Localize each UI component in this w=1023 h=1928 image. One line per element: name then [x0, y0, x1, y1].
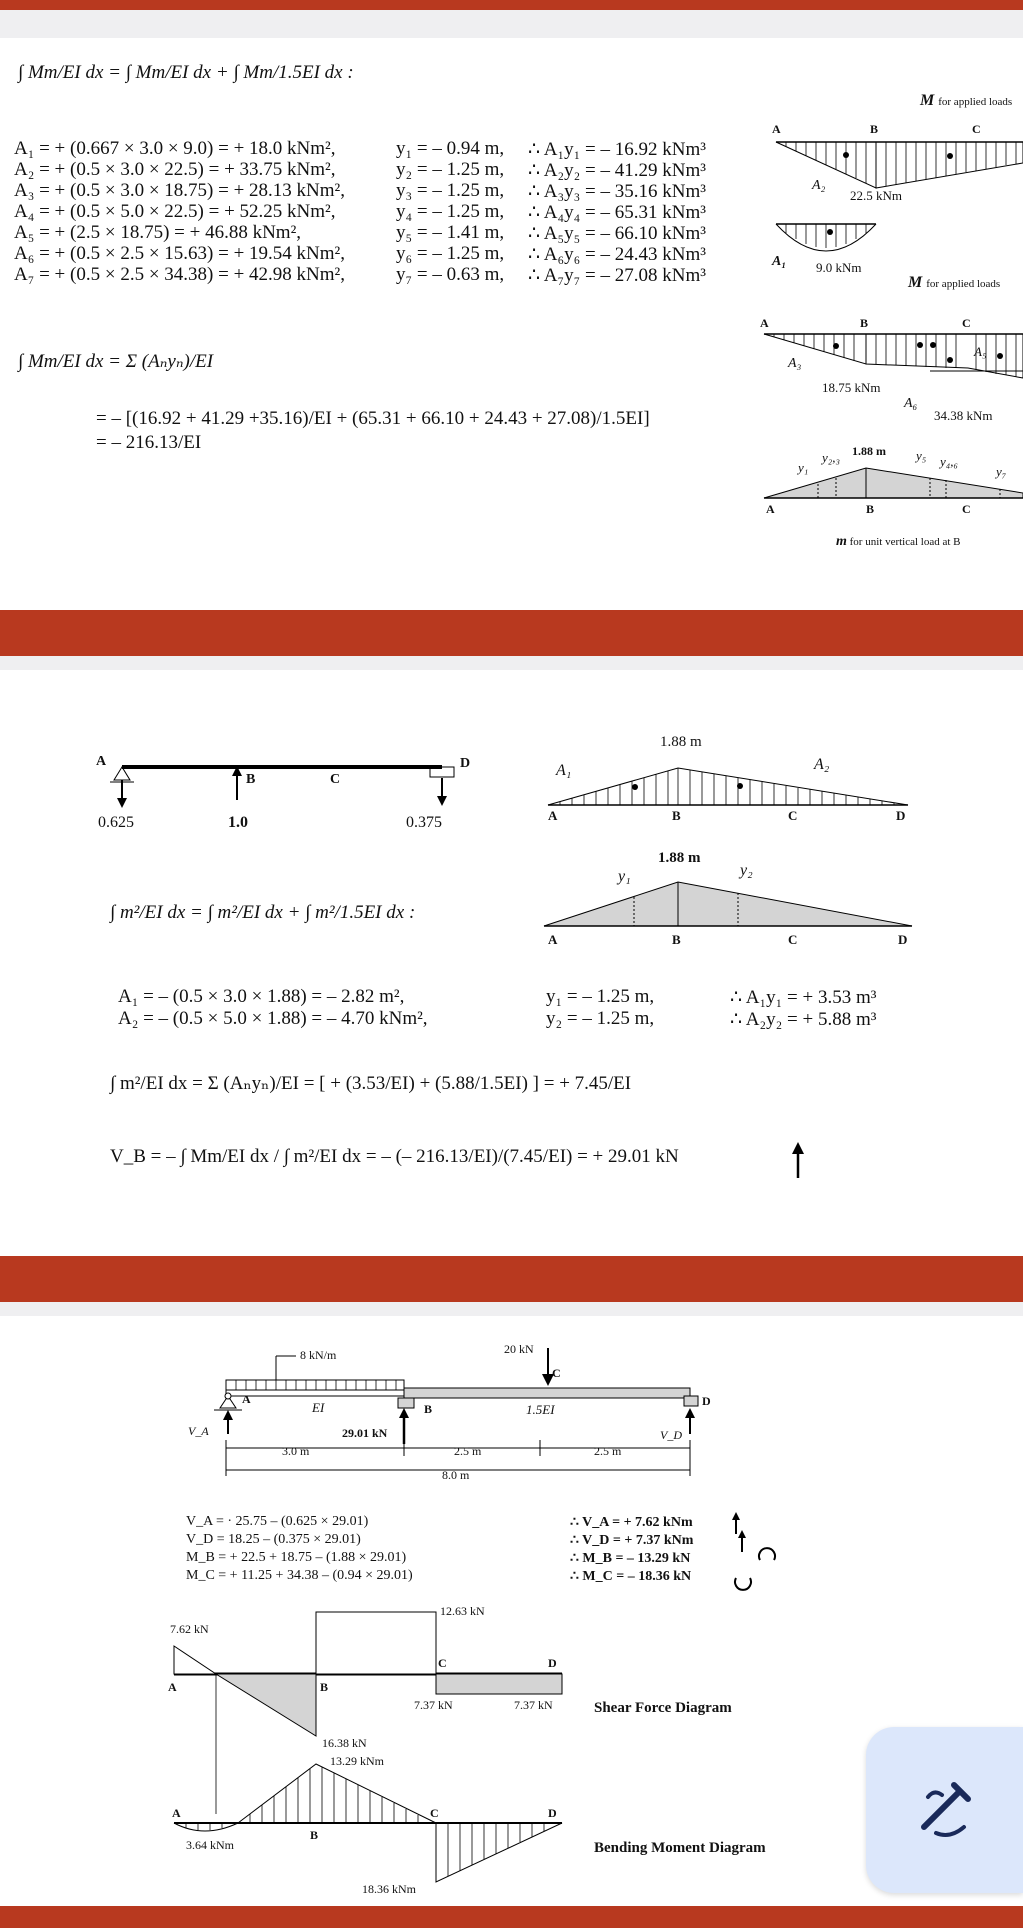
sfd-val-737b: 7.37 kN: [514, 1698, 553, 1712]
bmd-title: Bending Moment Diagram: [594, 1840, 766, 1856]
fig3-y23: y₂,₃: [822, 450, 841, 465]
sum-line-2: = – 216.13/EI: [96, 432, 202, 453]
diag2-A2: A₂: [814, 756, 830, 773]
fig2-label-C: C: [962, 316, 971, 330]
beam3-udl: 8 kN/m: [300, 1348, 337, 1362]
top-gray-strip: [0, 10, 1023, 38]
beam3-VB: 29.01 kN: [342, 1426, 388, 1440]
beam3-VA: V_A: [188, 1424, 209, 1438]
reaction-eq-3-right: ∴ M_B = – 13.29 kN: [570, 1551, 691, 1566]
section-1-panel: ∫ Mm/EI dx = ∫ Mm/EI dx + ∫ Mm/1.5EI dx : A₁ = + (0.667 × 3.0 × 9.0) = + 18.0 kNm², y₁ = – 0.94 m, ∴ A₁y₁ = – 16.92 kNm³ A₂ = + (0.5 × 3.0 × 22.5) = + 33.75 kNm², y₂ = – 1.25 m, ∴ A₂y₂ = – 41.29 kNm³ A₃ = + (0.5 × 3.0 × 18.75) = + 28.13 kNm², y₃ = – 1.25 m, ∴ A₃y₃ = – 35.16 kNm³ A₄ = + (0.5 × 5.0 × 22.5) = + 52.25 kNm², y₄ = – 1.25 m, ∴ A₄y₄ = – 65.31 kNm³ A₅ = + (2.5 × 18.75) = + 46.88 kNm², y₅ = – 1.41 m, ∴ A₅y₅ = – 66.10 kNm³ A₆ = + (0.5 × 2.5 × 15.63) = + 19.54 kNm², y₆ = – 1.25 m, ∴ A₆y₆ = – 24.43 kNm³ A₇ = + (0.5 × 2.5 × 34.38) = + 42.98 kNm², y₇ = – 0.63 m, ∴ A₇y₇ = – 27.08 kNm³ ∫ Mm/EI dx = Σ (Aₙyₙ)/EI = – [(16.92 + 41.29 +35.16)/EI + (65.31 + 66.10 + 24.43 + 27.08)/1.5EI] = – 216.13/EI M for applied loads A B C A₂ 22.5 kNm A₁ 9.0 kNm M for applied loads A B C A₃ A₅ 18.75 kNm A₆ 34.38 kNm 1.88 m y₁ y₂,₃ y₅ y₄,₆ y₇ A B C m for unit vertical load at B: [0, 38, 1023, 610]
fig2-title: M for applied loads: [908, 274, 1001, 291]
fig3-label-A: A: [766, 502, 775, 516]
beam2-label-B: B: [246, 772, 256, 787]
sfd-val-1638: 16.38 kN: [322, 1736, 367, 1750]
fig2-label-A: A: [760, 316, 769, 330]
reaction-eq-4-left: M_C = + 11.25 + 34.38 – (0.94 × 29.01): [186, 1568, 413, 1583]
sum-header-1: ∫ Mm/EI dx = Σ (Aₙyₙ)/EI: [18, 351, 214, 372]
reaction-eq-1-right: ∴ V_A = + 7.62 kNm: [570, 1515, 693, 1530]
m2-row1-area: A₁ = – (0.5 × 3.0 × 1.88) = – 2.82 m²,: [118, 986, 405, 1007]
fig2-label-B: B: [860, 316, 869, 330]
beam2-label-D: D: [460, 756, 471, 771]
beam3-VD: V_D: [660, 1428, 682, 1442]
beam3-dim-3: 2.5 m: [594, 1444, 622, 1458]
beam2-reaction-A: 0.625: [98, 814, 134, 831]
fig3-m188: 1.88 m: [852, 444, 886, 458]
reaction-eq-4-right: ∴ M_C = – 18.36 kN: [570, 1569, 692, 1584]
fig1-label-A: A: [772, 122, 781, 136]
fig3-y5: y₅: [916, 448, 927, 463]
beam3-label-C: C: [552, 1366, 561, 1380]
section-divider-2: [0, 1256, 1023, 1302]
bmd-val-1836: 18.36 kNm: [362, 1882, 416, 1896]
fig3-label-B: B: [866, 502, 875, 516]
fig3-label-C: C: [962, 502, 971, 516]
fig1-val-225: 22.5 kNm: [850, 188, 902, 203]
sfd-val-737a: 7.37 kN: [414, 1698, 453, 1712]
sfd-val-1263: 12.63 kN: [440, 1604, 485, 1618]
diag2-label-C: C: [788, 808, 798, 823]
beam3-label-A: A: [242, 1392, 251, 1406]
bmd-label-C: C: [430, 1806, 439, 1820]
sum-line-1: = – [(16.92 + 41.29 +35.16)/EI + (65.31 + 66.10 + 24.43 + 27.08)/1.5EI]: [96, 408, 650, 429]
reaction-eq-1-left: V_A = · 25.75 – (0.625 × 29.01): [186, 1514, 369, 1529]
diag2-label-A: A: [548, 808, 558, 823]
beam3-point-load: 20 kN: [504, 1342, 534, 1356]
fig2-label-A6: A₆: [904, 396, 918, 411]
bmd-val-1329: 13.29 kNm: [330, 1754, 384, 1768]
diag2-m188a: 1.88 m: [660, 734, 702, 750]
fig1-label-B: B: [870, 122, 879, 136]
diag2b-label-B: B: [672, 932, 681, 947]
fig2-val-1875: 18.75 kNm: [822, 380, 881, 395]
reaction-eq-2-right: ∴ V_D = + 7.37 kNm: [570, 1533, 694, 1548]
diag2b-label-D: D: [898, 932, 908, 947]
beam3-EI: EI: [312, 1400, 325, 1415]
fig3-y1: y₁: [798, 460, 809, 475]
up-arrow-icon: [0, 670, 1023, 1256]
bmd-label-A: A: [172, 1806, 181, 1820]
divider-gap-1: [0, 656, 1023, 670]
m2-row1-product: ∴ A₁y₁ = + 3.53 m³: [730, 987, 877, 1008]
section-divider-1: [0, 610, 1023, 656]
beam2-label-C: C: [330, 772, 341, 787]
diag2-y2: y₂: [740, 862, 753, 879]
fig1-val-90: 9.0 kNm: [816, 260, 862, 275]
edit-fab-button[interactable]: [866, 1727, 1023, 1893]
fig2-val-3438: 34.38 kNm: [934, 408, 993, 423]
beam2-label-A: A: [96, 754, 107, 769]
integral-header-1: ∫ Mm/EI dx = ∫ Mm/EI dx + ∫ Mm/1.5EI dx :: [18, 62, 354, 83]
bmd-label-D: D: [548, 1806, 557, 1820]
beam3-label-D: D: [702, 1394, 711, 1408]
edit-icon: [866, 1727, 1023, 1893]
fig3-y46: y₄,₆: [940, 454, 959, 469]
fig1-label-C: C: [972, 122, 981, 136]
beam3-EI15: 1.5EI: [526, 1402, 555, 1417]
m2-row1-y: y₁ = – 1.25 m,: [546, 986, 655, 1007]
m2-row2-area: A₂ = – (0.5 × 5.0 × 1.88) = – 4.70 kNm²,: [118, 1008, 428, 1029]
m2-row2-product: ∴ A₂y₂ = + 5.88 m³: [730, 1009, 877, 1030]
bmd-label-B: B: [310, 1828, 319, 1842]
section-2-panel: [0, 670, 1023, 1256]
integral-header-2: ∫ m²/EI dx = ∫ m²/EI dx + ∫ m²/1.5EI dx :: [110, 902, 416, 923]
sfd-label-A: A: [168, 1680, 177, 1694]
beam2-load-B: 1.0: [228, 814, 248, 831]
diag2b-label-C: C: [788, 932, 798, 947]
diag2-A1: A₁: [556, 762, 572, 779]
sfd-title: Shear Force Diagram: [594, 1700, 732, 1716]
diag2-y1: y₁: [618, 868, 631, 885]
diag2-label-B: B: [672, 808, 681, 823]
divider-gap-2: [0, 1302, 1023, 1316]
beam3-dim-1: 3.0 m: [282, 1444, 310, 1458]
sfd-label-B: B: [320, 1680, 329, 1694]
m2-row2-y: y₂ = – 1.25 m,: [546, 1008, 655, 1029]
top-accent-bar: [0, 0, 1023, 10]
fig1-title: M for applied loads: [920, 92, 1013, 109]
beam3-dim-total: 8.0 m: [442, 1468, 470, 1482]
bmd-val-364: 3.64 kNm: [186, 1838, 234, 1852]
fig2-label-A5: A₅: [974, 344, 987, 359]
fig1-label-A2: A₂: [812, 178, 826, 193]
beam3-label-B: B: [424, 1402, 433, 1416]
sfd-label-D: D: [548, 1656, 557, 1670]
fig1-label-A1: A₁: [772, 254, 787, 269]
beam2-reaction-D: 0.375: [406, 814, 442, 831]
m2-sum-line: ∫ m²/EI dx = Σ (Aₙyₙ)/EI = [ + (3.53/EI) + (5.88/1.5EI) ] = + 7.45/EI: [110, 1073, 632, 1094]
beam3-dim-2: 2.5 m: [454, 1444, 482, 1458]
fig3-title: m for unit vertical load at B: [836, 534, 961, 549]
sfd-val-762: 7.62 kN: [170, 1622, 209, 1636]
fig3-y7: y₇: [996, 464, 1007, 479]
reaction-eq-2-left: V_D = 18.25 – (0.375 × 29.01): [186, 1532, 361, 1547]
diag2b-label-A: A: [548, 932, 558, 947]
sfd-label-C: C: [438, 1656, 447, 1670]
vb-result-line: V_B = – ∫ Mm/EI dx / ∫ m²/EI dx = – (– 216.13/EI)/(7.45/EI) = + 29.01 kN: [110, 1146, 679, 1167]
reaction-eq-3-left: M_B = + 22.5 + 18.75 – (1.88 × 29.01): [186, 1550, 407, 1565]
bottom-accent-bar: [0, 1906, 1023, 1928]
diag2-m188b: 1.88 m: [658, 850, 701, 866]
diag2-label-D: D: [896, 808, 906, 823]
fig2-label-A3: A₃: [788, 356, 802, 371]
